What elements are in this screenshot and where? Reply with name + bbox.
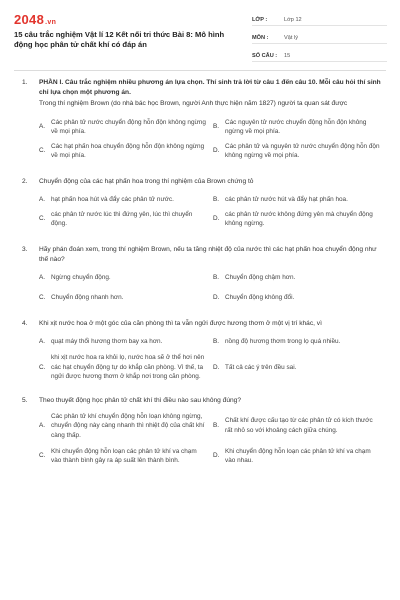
option-letter: D.: [213, 147, 220, 155]
option-d[interactable]: [213, 353, 387, 382]
option-text: hạt phấn hoa hút và đẩy các phân tử nước.: [51, 196, 174, 204]
question-text: Theo thuyết động học phân tử chất khí thì điều nào sau không đúng?: [39, 396, 242, 404]
option-b[interactable]: [213, 335, 387, 349]
option-letter: A.: [39, 274, 46, 282]
option-letter: A.: [39, 422, 46, 429]
option-letter: A.: [39, 338, 46, 346]
option-c[interactable]: [39, 444, 213, 468]
option-text: Chuyển động nhanh hơn.: [51, 294, 124, 302]
option-a[interactable]: [39, 412, 213, 441]
question-subtext: Trong thí nghiệm Brown (do nhà bác học Brown, người Anh thực hiện năm 1827) người ta quan sát được: [39, 100, 348, 107]
option-text: Chuyển động không đổi.: [225, 294, 295, 302]
option-text: Các phân tử nước chuyển động hỗn độn không ngừng về mọi phía.: [51, 118, 206, 135]
option-letter: D.: [213, 452, 220, 460]
meta-box: [252, 12, 387, 66]
document-title: 15 câu trắc nghiệm Vật lí 12 Kết nối tri thức Bài 8: Mô hình động học phân tử chất khí có đáp án: [14, 30, 225, 49]
option-a[interactable]: [39, 115, 213, 139]
logo-suffix: .vn: [45, 19, 57, 26]
question-1: [0, 78, 400, 163]
option-text: Tất cả các ý trên đều sai.: [225, 363, 297, 371]
option-letter: D.: [213, 294, 220, 302]
option-text: Khi chuyển động hỗn loạn các phân tử khí va chạm vào thành bình gây ra áp suất lên thành bình.: [51, 447, 197, 464]
option-a[interactable]: [39, 193, 213, 207]
option-text: Các phân tử và nguyên tử nước chuyển động hỗn độn không ngừng về mọi phía.: [225, 142, 380, 159]
option-letter: B.: [213, 274, 220, 282]
option-b[interactable]: [213, 271, 387, 285]
option-letter: C.: [39, 215, 46, 223]
question-text: Khi xịt nước hoa ở một góc của căn phòng thì ta vẫn ngửi được hương thơm ở một vị trí khác, vì: [39, 320, 322, 327]
question-number: 3.: [22, 246, 28, 253]
option-text: quạt máy thổi hương thơm bay xa hơn.: [51, 338, 163, 346]
option-letter: C.: [39, 147, 46, 155]
meta-value: 15: [284, 53, 291, 59]
option-b[interactable]: [213, 115, 387, 139]
meta-row-class: [252, 12, 387, 26]
option-text: các phân tử nước hút và đẩy hạt phấn hoa.: [225, 196, 348, 204]
meta-row-count: [252, 48, 387, 62]
option-b[interactable]: [213, 193, 387, 207]
option-grid: [39, 115, 386, 163]
option-c[interactable]: [39, 139, 213, 163]
option-letter: D.: [213, 215, 220, 223]
question-2: [0, 177, 400, 231]
option-text: các phân tử nước không đứng yên mà chuyển động không ngừng.: [225, 210, 373, 227]
option-text: Các phân tử khí chuyển động hỗn loạn không ngừng, chuyển động này càng nhanh thì nhiệt độ của chất khí càng thấp.: [51, 412, 205, 439]
header-divider: [14, 70, 386, 71]
option-letter: A.: [39, 196, 46, 204]
meta-value: Lớp 12: [284, 17, 302, 23]
option-text: Các hạt phấn hoa chuyển động hỗn độn không ngừng về mọi phía.: [51, 142, 205, 159]
option-text: nồng độ hương thơm trong lọ quá nhiều.: [225, 338, 341, 346]
meta-label: LỚP :: [252, 17, 268, 23]
option-d[interactable]: [213, 444, 387, 468]
option-text: Chuyển động chậm hơn.: [225, 274, 296, 282]
question-4: [0, 319, 400, 382]
question-5: [0, 396, 400, 469]
option-grid: [39, 193, 386, 231]
question-text: Chuyển động của các hạt phấn hoa trong thí nghiệm của Brown chứng tỏ: [39, 178, 254, 185]
option-grid: [39, 412, 386, 469]
option-b[interactable]: [213, 412, 387, 441]
option-text: Khi chuyển động hỗn loạn các phân tử khí va chạm vào nhau.: [225, 447, 371, 464]
option-c[interactable]: [39, 291, 213, 305]
site-logo[interactable]: [14, 12, 56, 27]
option-text: khi xịt nước hoa ra khỏi lọ, nước hoa sẽ ở thể hơi nên các hạt chuyển động tự do khắp căn phòng. Vì thế, ta ngửi được hương thơm ở khắp nơi trong căn phòng.: [51, 354, 205, 380]
option-letter: B.: [213, 123, 220, 131]
meta-value: Vật lý: [284, 35, 298, 41]
option-d[interactable]: [213, 139, 387, 163]
question-number: 4.: [22, 320, 28, 327]
option-letter: B.: [213, 196, 220, 204]
header: [0, 0, 400, 66]
question-3: [0, 245, 400, 305]
option-grid: [39, 271, 386, 305]
option-c[interactable]: [39, 353, 213, 382]
option-text: các phân tử nước lúc thì đứng yên, lúc thì chuyển động.: [51, 210, 193, 227]
question-number: 5.: [22, 396, 28, 404]
option-d[interactable]: [213, 291, 387, 305]
option-letter: C.: [39, 363, 46, 371]
meta-label: MÔN :: [252, 35, 269, 41]
question-number: 2.: [22, 178, 28, 185]
meta-label: SỐ CÂU :: [252, 53, 278, 59]
option-d[interactable]: [213, 207, 387, 231]
question-text: Hãy phán đoán xem, trong thí nghiệm Brown, nếu ta tăng nhiệt độ của nước thì các hạt phấn hoa chuyển động như thế nào?: [39, 246, 377, 263]
logo-text: 2048: [14, 12, 45, 27]
question-number: 1.: [22, 79, 28, 86]
option-letter: C.: [39, 294, 46, 302]
option-a[interactable]: [39, 271, 213, 285]
option-letter: D.: [213, 363, 220, 371]
option-text: Ngừng chuyển động.: [51, 274, 111, 282]
option-letter: A.: [39, 123, 46, 131]
meta-row-subject: [252, 30, 387, 44]
option-letter: C.: [39, 452, 46, 460]
question-list: [0, 78, 400, 468]
option-text: Các nguyên tử nước chuyển động hỗn độn không ngừng về mọi phía.: [225, 118, 367, 135]
question-text: PHẦN I. Câu trắc nghiệm nhiều phương án lựa chọn. Thí sinh trả lời từ câu 1 đến câu 10. Mỗi câu hỏi thí sinh chỉ lựa chọn một phương án.: [39, 79, 381, 96]
option-a[interactable]: [39, 335, 213, 349]
option-c[interactable]: [39, 207, 213, 231]
option-letter: B.: [213, 338, 220, 346]
option-text: Chất khí được cấu tạo từ các phân tử có kích thước rất nhỏ so với khoảng cách giữa chúng.: [225, 417, 373, 434]
option-letter: B.: [213, 422, 220, 429]
option-grid: [39, 335, 386, 382]
